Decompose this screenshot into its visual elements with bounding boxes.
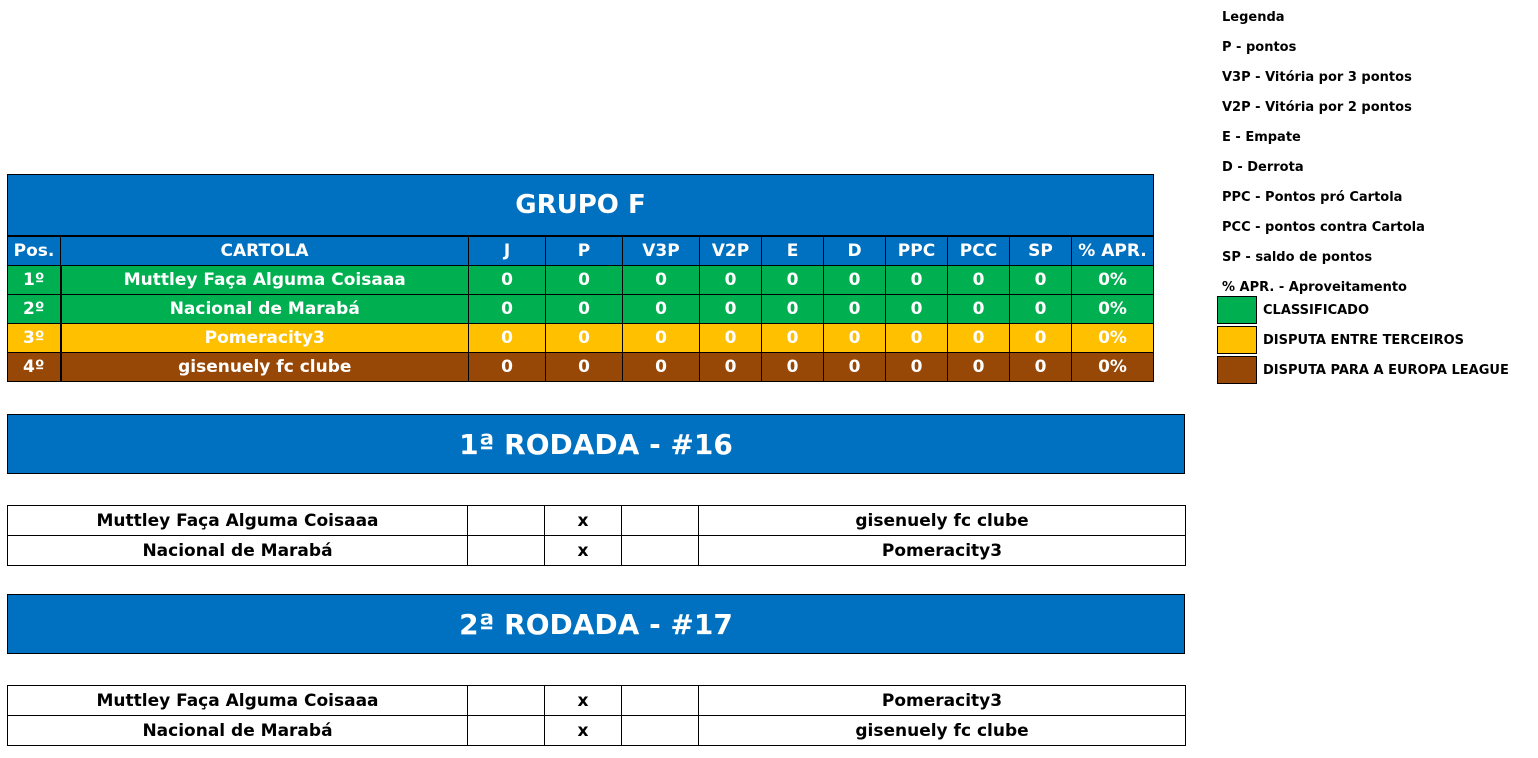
home-score-cell[interactable] [468,536,545,566]
legend-item: % APR. - Aproveitamento [1222,280,1407,295]
stat-cell-d[interactable]: 0 [824,266,886,295]
table-header-row [8,236,1154,266]
header-v3p: V3P [623,236,700,266]
legend-item: PPC - Pontos pró Cartola [1222,190,1403,205]
stat-cell-j[interactable]: 0 [469,266,546,295]
legend-status-list [1217,295,1509,385]
stat-cell-v2p[interactable]: 0 [700,353,762,382]
away-score-cell[interactable] [622,506,699,536]
standings-row[interactable] [8,353,1154,382]
match-row [8,716,1186,746]
stat-cell-apr[interactable]: 0% [1072,295,1154,324]
stat-cell-apr[interactable]: 0% [1072,353,1154,382]
header-apr: % APR. [1072,236,1154,266]
stat-cell-pcc[interactable]: 0 [948,295,1010,324]
team-name-cell[interactable]: gisenuely fc clube [61,353,469,382]
status-swatch [1217,356,1257,384]
stat-cell-apr[interactable]: 0% [1072,266,1154,295]
position-cell[interactable]: 1º [8,266,61,295]
legend-status-europa [1217,355,1509,385]
stat-cell-v2p[interactable]: 0 [700,295,762,324]
header-p: P [546,236,623,266]
legend-item: P - pontos [1222,40,1297,55]
stat-cell-pcc[interactable]: 0 [948,266,1010,295]
away-score-cell[interactable] [622,716,699,746]
stat-cell-p[interactable]: 0 [546,324,623,353]
stat-cell-ppc[interactable]: 0 [886,266,948,295]
match-row [8,686,1186,716]
status-swatch [1217,326,1257,354]
home-team-cell[interactable]: Nacional de Marabá [8,716,468,746]
position-cell[interactable]: 2º [8,295,61,324]
match-row [8,506,1186,536]
legend-item: V3P - Vitória por 3 pontos [1222,70,1412,85]
stat-cell-ppc[interactable]: 0 [886,324,948,353]
home-team-cell[interactable]: Muttley Faça Alguma Coisaaa [8,506,468,536]
stat-cell-v2p[interactable]: 0 [700,324,762,353]
team-name-cell[interactable]: Pomeracity3 [61,324,469,353]
header-cartola: CARTOLA [61,236,469,266]
stat-cell-sp[interactable]: 0 [1010,266,1072,295]
away-team-cell[interactable]: Pomeracity3 [699,686,1186,716]
stat-cell-pcc[interactable]: 0 [948,353,1010,382]
team-name-cell[interactable]: Muttley Faça Alguma Coisaaa [61,266,469,295]
header-j: J [469,236,546,266]
stat-cell-v3p[interactable]: 0 [623,266,700,295]
stat-cell-j[interactable]: 0 [469,295,546,324]
away-team-cell[interactable]: gisenuely fc clube [699,506,1186,536]
standings-row[interactable] [8,324,1154,353]
home-team-cell[interactable]: Nacional de Marabá [8,536,468,566]
header-sp: SP [1010,236,1072,266]
stat-cell-sp[interactable]: 0 [1010,295,1072,324]
header-e: E [762,236,824,266]
legend-item: V2P - Vitória por 2 pontos [1222,100,1412,115]
stat-cell-d[interactable]: 0 [824,353,886,382]
standings-table [7,174,1154,382]
stat-cell-sp[interactable]: 0 [1010,353,1072,382]
team-name-cell[interactable]: Nacional de Marabá [61,295,469,324]
legend-status-classified [1217,295,1509,325]
stat-cell-v3p[interactable]: 0 [623,324,700,353]
stat-cell-v3p[interactable]: 0 [623,353,700,382]
away-team-cell[interactable]: Pomeracity3 [699,536,1186,566]
stat-cell-apr[interactable]: 0% [1072,324,1154,353]
header-d: D [824,236,886,266]
stat-cell-p[interactable]: 0 [546,295,623,324]
stat-cell-d[interactable]: 0 [824,324,886,353]
home-score-cell[interactable] [468,686,545,716]
legend-item: D - Derrota [1222,160,1304,175]
legend-item: PCC - pontos contra Cartola [1222,220,1425,235]
standings-row[interactable] [8,266,1154,295]
status-swatch [1217,296,1257,324]
stat-cell-j[interactable]: 0 [469,353,546,382]
header-ppc: PPC [886,236,948,266]
standings-row[interactable] [8,295,1154,324]
away-score-cell[interactable] [622,536,699,566]
stat-cell-j[interactable]: 0 [469,324,546,353]
legend-status-thirds [1217,325,1509,355]
round-2-matches-table [7,685,1186,746]
round-1-matches-table [7,505,1186,566]
header-v2p: V2P [700,236,762,266]
stat-cell-ppc[interactable]: 0 [886,353,948,382]
status-label: CLASSIFICADO [1263,302,1370,318]
versus-cell[interactable]: x [545,686,622,716]
position-cell[interactable]: 3º [8,324,61,353]
header-pos: Pos. [8,236,61,266]
legend-title: Legenda [1222,10,1285,25]
round-2-title: 2ª RODADA - #17 [7,594,1185,654]
home-team-cell[interactable]: Muttley Faça Alguma Coisaaa [8,686,468,716]
stat-cell-e[interactable]: 0 [762,295,824,324]
stat-cell-e[interactable]: 0 [762,266,824,295]
stat-cell-p[interactable]: 0 [546,266,623,295]
round-1-title: 1ª RODADA - #16 [7,414,1185,474]
legend-item: SP - saldo de pontos [1222,250,1373,265]
stat-cell-p[interactable]: 0 [546,353,623,382]
versus-cell[interactable]: x [545,536,622,566]
position-cell[interactable]: 4º [8,353,61,382]
header-pcc: PCC [948,236,1010,266]
legend [1222,8,1425,308]
stat-cell-v2p[interactable]: 0 [700,266,762,295]
stat-cell-sp[interactable]: 0 [1010,324,1072,353]
stat-cell-v3p[interactable]: 0 [623,295,700,324]
home-score-cell[interactable] [468,716,545,746]
stat-cell-ppc[interactable]: 0 [886,295,948,324]
status-label: DISPUTA PARA A EUROPA LEAGUE [1263,362,1509,378]
versus-cell[interactable]: x [545,716,622,746]
group-title: GRUPO F [8,175,1154,237]
legend-item: E - Empate [1222,130,1301,145]
stat-cell-e[interactable]: 0 [762,324,824,353]
versus-cell[interactable]: x [545,506,622,536]
status-label: DISPUTA ENTRE TERCEIROS [1263,332,1465,348]
away-score-cell[interactable] [622,686,699,716]
stat-cell-d[interactable]: 0 [824,295,886,324]
home-score-cell[interactable] [468,506,545,536]
stat-cell-e[interactable]: 0 [762,353,824,382]
stat-cell-pcc[interactable]: 0 [948,324,1010,353]
match-row [8,536,1186,566]
away-team-cell[interactable]: gisenuely fc clube [699,716,1186,746]
